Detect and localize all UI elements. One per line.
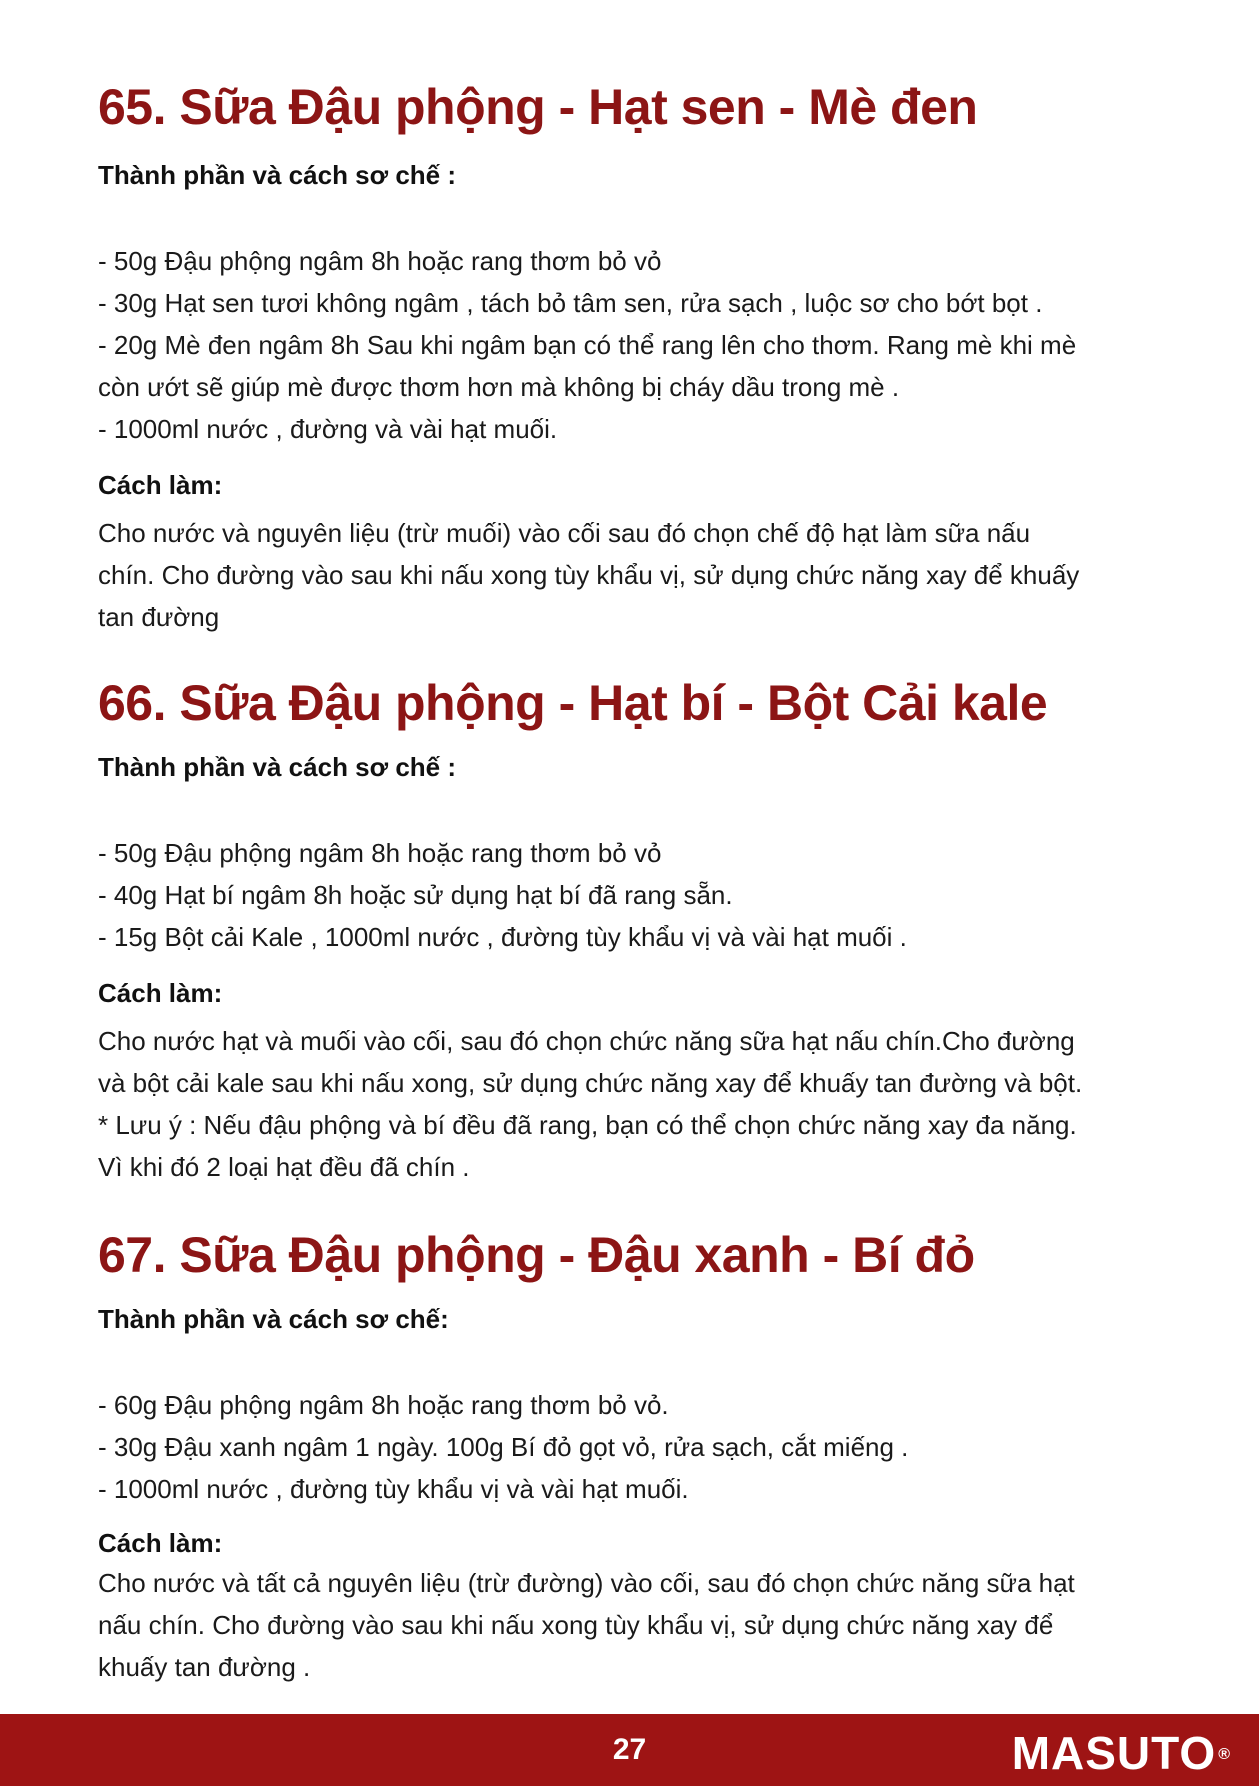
ingredient-line: còn ướt sẽ giúp mè được thơm hơn mà không bị cháy dầu trong mè . — [98, 372, 900, 402]
method-text — [98, 1562, 1198, 1688]
method-line: Cho nước và nguyên liệu (trừ muối) vào cối sau đó chọn chế độ hạt làm sữa nấu — [98, 518, 1031, 548]
recipe-66 — [98, 668, 1198, 1188]
ingredient-line: - 1000ml nước , đường và vài hạt muối. — [98, 414, 558, 444]
ingredient-line: - 60g Đậu phộng ngâm 8h hoặc rang thơm bỏ vỏ. — [98, 1390, 669, 1420]
method-line: khuấy tan đường . — [98, 1652, 311, 1682]
ingredient-line: - 1000ml nước , đường tùy khẩu vị và vài hạt muối. — [98, 1474, 689, 1504]
method-label: Cách làm: — [98, 470, 223, 500]
method-line: nấu chín. Cho đường vào sau khi nấu xong tùy khẩu vị, sử dụng chức năng xay để — [98, 1610, 1054, 1640]
method-line: tan đường — [98, 602, 220, 632]
method-line: và bột cải kale sau khi nấu xong, sử dụng chức năng xay để khuấy tan đường và bột. — [98, 1068, 1083, 1098]
recipe-title: 67. Sữa Đậu phộng - Đậu xanh - Bí đỏ — [98, 1227, 975, 1283]
ingredient-line: - 50g Đậu phộng ngâm 8h hoặc rang thơm bỏ vỏ — [98, 246, 662, 276]
ingredient-line: - 30g Đậu xanh ngâm 1 ngày. 100g Bí đỏ gọt vỏ, rửa sạch, cắt miếng . — [98, 1432, 909, 1462]
ingredients-label: Thành phần và cách sơ chế : — [98, 752, 457, 782]
ingredients-label: Thành phần và cách sơ chế : — [98, 160, 457, 190]
ingredient-line: - 30g Hạt sen tươi không ngâm , tách bỏ tâm sen, rửa sạch , luộc sơ cho bớt bọt . — [98, 288, 1043, 318]
method-line: Vì khi đó 2 loại hạt đều đã chín . — [98, 1152, 470, 1182]
ingredients-list — [98, 1384, 1198, 1510]
recipe-title: 65. Sữa Đậu phộng - Hạt sen - Mè đen — [98, 79, 978, 135]
recipe-title: 66. Sữa Đậu phộng - Hạt bí - Bột Cải kale — [98, 675, 1048, 731]
registered-mark: ® — [1218, 1746, 1231, 1763]
method-text — [98, 512, 1198, 638]
method-label: Cách làm: — [98, 1528, 223, 1558]
method-label: Cách làm: — [98, 978, 223, 1008]
ingredients-label: Thành phần và cách sơ chế: — [98, 1304, 449, 1334]
ingredients-list — [98, 240, 1198, 450]
recipe-67 — [98, 1220, 1198, 1688]
brand-logo — [1012, 1728, 1231, 1778]
method-line: * Lưu ý : Nếu đậu phộng và bí đều đã rang, bạn có thể chọn chức năng xay đa năng. — [98, 1110, 1077, 1140]
method-text — [98, 1020, 1198, 1188]
method-line: chín. Cho đường vào sau khi nấu xong tùy khẩu vị, sử dụng chức năng xay để khuấy — [98, 560, 1080, 590]
page-footer — [0, 1714, 1259, 1786]
ingredient-line: - 20g Mè đen ngâm 8h Sau khi ngâm bạn có thể rang lên cho thơm. Rang mè khi mè — [98, 330, 1077, 360]
page-number: 27 — [612, 1733, 647, 1766]
brand-name: MASUTO — [1011, 1727, 1217, 1779]
method-line: Cho nước hạt và muối vào cối, sau đó chọn chức năng sữa hạt nấu chín.Cho đường — [98, 1026, 1075, 1056]
ingredients-list — [98, 832, 1198, 958]
ingredient-line: - 40g Hạt bí ngâm 8h hoặc sử dụng hạt bí đã rang sẵn. — [98, 880, 733, 910]
method-line: Cho nước và tất cả nguyên liệu (trừ đường) vào cối, sau đó chọn chức năng sữa hạt — [98, 1568, 1075, 1598]
ingredient-line: - 50g Đậu phộng ngâm 8h hoặc rang thơm bỏ vỏ — [98, 838, 662, 868]
ingredient-line: - 15g Bột cải Kale , 1000ml nước , đường tùy khẩu vị và vài hạt muối . — [98, 922, 907, 952]
recipe-65 — [98, 72, 1198, 638]
